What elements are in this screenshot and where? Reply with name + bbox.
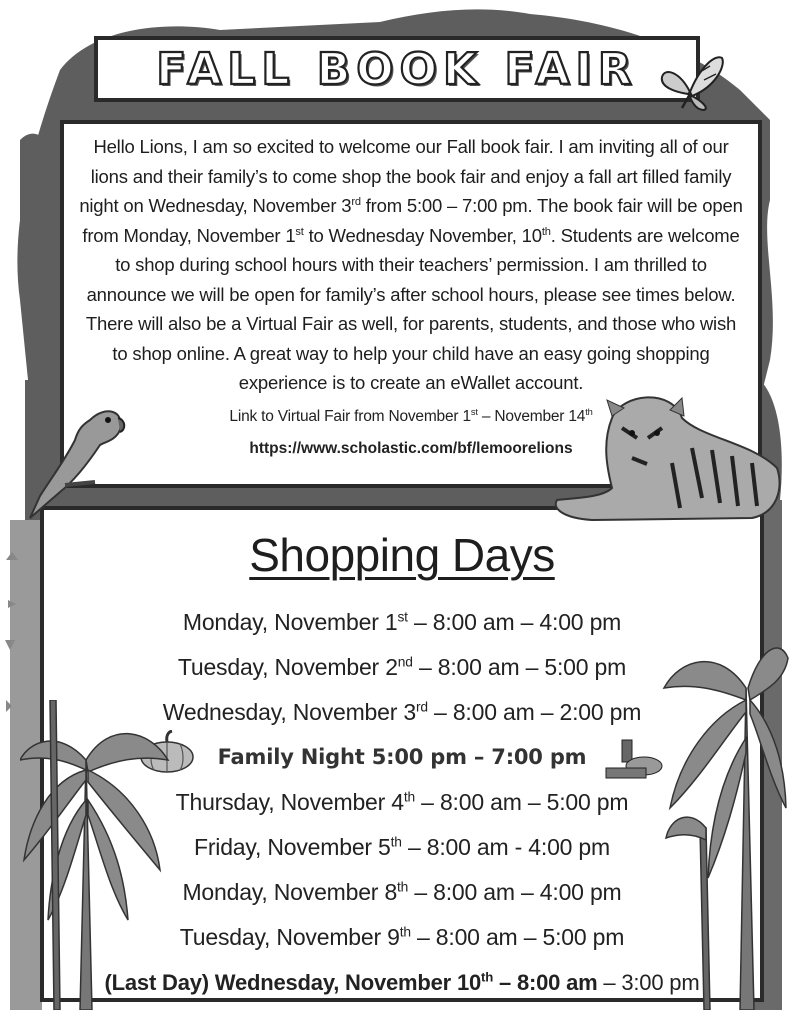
- schedule-day: Monday, November 1st – 8:00 am – 4:00 pm: [182, 609, 622, 635]
- schedule-day: Tuesday, November 9th – 8:00 am – 5:00 pm: [179, 924, 625, 950]
- intro-paragraph: Hello Lions, I am so excited to welcome our Fall book fair. I am inviting all of our lions and their family’s to come shop the book fair and enjoy a fall art filled family night on Wednesday, November 3rd from 5:00 – 7:00 pm. The book fair will be open from Monday, November 1st to Wednesday November, 10th. Students are welcome to shop during school hours with their teachers’ permission. I am thrilled to announce we will be open for family’s after school hours, please see times below. There will also be a Virtual Fair as well, for parents, students, and those who wish to shop online. A great way to help your child have an easy going shopping experience is to create an eWallet account.: [79, 136, 743, 393]
- virtual-fair-link[interactable]: https://www.scholastic.com/bf/lemoorelions: [249, 439, 573, 457]
- paint-supplies-icon: [604, 738, 664, 780]
- parrot-icon: [20, 400, 130, 520]
- schedule-day: Wednesday, November 3rd – 8:00 am – 2:00 pm: [162, 699, 642, 725]
- schedule-day: Monday, November 8th – 8:00 am – 4:00 pm: [182, 879, 622, 905]
- butterfly-icon: [660, 52, 726, 112]
- palm-tree-icon: [660, 628, 790, 1010]
- last-day: (Last Day) Wednesday, November 10th – 8:00 am – 3:00 pm: [104, 969, 700, 995]
- schedule-day: Thursday, November 4th – 8:00 am – 5:00 pm: [175, 789, 629, 815]
- title-banner: [94, 36, 700, 102]
- family-night: Family Night 5:00 pm – 7:00 pm: [217, 745, 587, 769]
- virtual-fair-dates: Link to Virtual Fair from November 1st – November 14th: [229, 406, 593, 425]
- schedule-title: Shopping Days: [249, 529, 555, 581]
- schedule-day: Tuesday, November 2nd – 8:00 am – 5:00 pm: [177, 654, 627, 680]
- page-title: FALL BOOK FAIR: [156, 43, 638, 95]
- schedule-day: Friday, November 5th – 8:00 am - 4:00 pm: [194, 834, 610, 860]
- palm-tree-icon: [20, 700, 170, 1010]
- tiger-icon: [552, 388, 784, 528]
